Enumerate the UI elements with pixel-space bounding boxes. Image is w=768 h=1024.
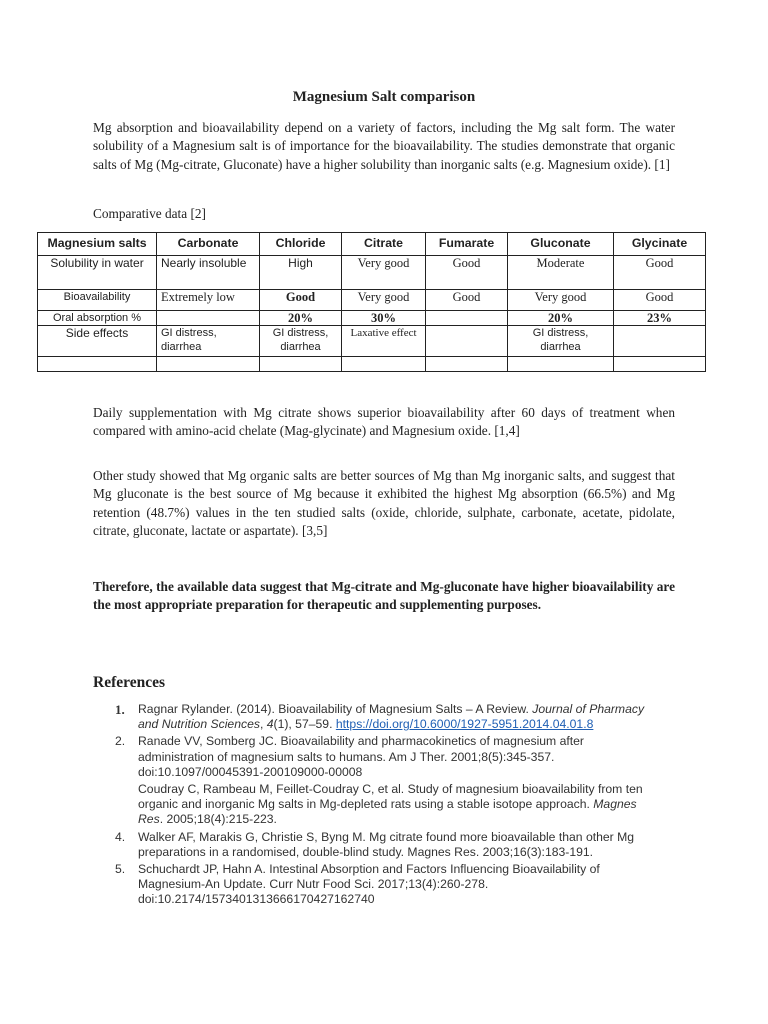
table-cell: 23%: [614, 311, 706, 326]
comparison-table: [37, 232, 706, 372]
reference-number: 4.: [115, 829, 126, 844]
table-cell: GI distress, diarrhea: [157, 326, 260, 357]
table-cell: [426, 357, 508, 372]
reference-item: [93, 734, 653, 780]
table-cell: 20%: [260, 311, 342, 326]
table-cell: Good: [614, 256, 706, 290]
table-cell: [342, 357, 426, 372]
table-header-cell: Fumarate: [426, 233, 508, 256]
intro-paragraph: Mg absorption and bioavailability depend on a variety of factors, including the Mg salt form. The water solubility of a Magnesium salt is of importance for the bioavailability. The studies demonstrate that organic salts of Mg (Mg-citrate, Gluconate) have a higher solubility than inorganic salts (e.g. Magnesium oxide). [1]: [93, 120, 675, 172]
table-cell: [260, 357, 342, 372]
reference-authors: Ragnar Rylander. (2014). Bioavailability of Magnesium Salts – A Review.: [138, 702, 529, 716]
comparative-data-label: Comparative data [2]: [93, 206, 206, 221]
table-cell: Very good: [508, 290, 614, 311]
table-cell: 30%: [342, 311, 426, 326]
document-title: Magnesium Salt comparison: [292, 89, 476, 105]
table-cell: Very good: [342, 256, 426, 290]
references-heading: References: [93, 674, 166, 691]
reference-item: [93, 782, 653, 828]
table-header-cell: Carbonate: [157, 233, 260, 256]
table-cell: Solubility in water: [38, 256, 157, 290]
reference-separator: ,: [259, 717, 267, 732]
table-cell: Good: [260, 290, 342, 311]
reference-volume: 4: [266, 717, 274, 732]
table-cell: GI distress, diarrhea: [508, 326, 614, 357]
table-cell: [426, 326, 508, 357]
references-list: [93, 702, 653, 910]
table-cell: [426, 311, 508, 326]
table-row: [38, 311, 706, 326]
reference-journal: Journal of Pharmacy and Nutrition Sciences: [138, 702, 645, 732]
table-cell: [614, 326, 706, 357]
table-header-cell: Gluconate: [508, 233, 614, 256]
table-cell: Laxative effect: [342, 326, 426, 357]
reference-number: 5.: [115, 862, 126, 877]
table-cell: Good: [426, 290, 508, 311]
reference-journal: Magnes Res: [138, 797, 637, 827]
reference-text: Ranade VV, Somberg JC. Bioavailability and pharmacokinetics of magnesium after administration of magnesium salts to humans. Am J Ther. 2001;8(5):345-357. doi:10.1097/00045391-200109000-00008: [138, 734, 584, 779]
reference-number: 2.: [115, 734, 126, 749]
reference-item: [93, 702, 653, 732]
organic-salts-paragraph: Other study showed that Mg organic salts are better sources of Mg than Mg inorganic salts, and suggest that Mg gluconate is the best source of Mg because it exhibited the highest Mg absorption (66.5%) and Mg retention (48.7%) values in the ten studied salts (oxide, chloride, sulphate, carbonate, acetate, pidolate, citrate, gluconate, lactate or aspartate). [3,5]: [93, 468, 675, 538]
table-cell: [508, 357, 614, 372]
reference-number: 1.: [115, 702, 125, 717]
table-row: [38, 326, 706, 357]
table-cell: [157, 311, 260, 326]
table-cell: Good: [614, 290, 706, 311]
table-cell: Bioavailability: [38, 290, 157, 311]
table-header-cell: Citrate: [342, 233, 426, 256]
table-cell: 20%: [508, 311, 614, 326]
table-row: [38, 290, 706, 311]
reference-doi-link[interactable]: https://doi.org/10.6000/1927-5951.2014.04.01.8: [335, 717, 594, 732]
reference-text: Walker AF, Marakis G, Christie S, Byng M. Mg citrate found more bioavailable than other Mg preparations in a randomised, double-blind study. Magnes Res. 2003;16(3):183-191.: [138, 829, 635, 859]
citrate-paragraph: Daily supplementation with Mg citrate shows superior bioavailability after 60 days of treatment when compared with amino-acid chelate (Mag-glycinate) and Magnesium oxide. [1,4]: [93, 405, 675, 439]
table-cell: Nearly insoluble: [157, 256, 260, 290]
reference-text: Schuchardt JP, Hahn A. Intestinal Absorption and Factors Influencing Bioavailability of Magnesium-An Update. Curr Nutr Food Sci. 2017;13(4):260-278. doi:10.2174/1573401313666170427162740: [138, 862, 600, 907]
reference-text: Coudray C, Rambeau M, Feillet-Coudray C, et al. Study of magnesium bioavailability from ten organic and inorganic Mg salts in Mg-depleted rats using a stable isotope approach.: [138, 782, 643, 812]
table-cell: Extremely low: [157, 290, 260, 311]
table-cell: Very good: [342, 290, 426, 311]
conclusion-paragraph: Therefore, the available data suggest that Mg-citrate and Mg-gluconate have higher bioavailability are the most appropriate preparation for therapeutic and supplementing purposes.: [93, 579, 675, 613]
table-row: [38, 357, 706, 372]
table-cell: Moderate: [508, 256, 614, 290]
table-header-cell: Chloride: [260, 233, 342, 256]
table-cell: Oral absorption %: [38, 311, 157, 326]
table-row: [38, 256, 706, 290]
table-cell: Side effects: [38, 326, 157, 357]
reference-item: [93, 862, 653, 908]
table-cell: Good: [426, 256, 508, 290]
table-header-cell: Glycinate: [614, 233, 706, 256]
reference-item: [93, 830, 653, 860]
reference-issue-pages: (1), 57–59.: [273, 717, 333, 732]
table-header-cell: Magnesium salts: [38, 233, 157, 256]
table-cell: High: [260, 256, 342, 290]
table-header-row: [38, 233, 706, 256]
table-cell: GI distress, diarrhea: [260, 326, 342, 357]
reference-tail: . 2005;18(4):215-223.: [159, 812, 277, 827]
table-cell: [157, 357, 260, 372]
table-cell: [614, 357, 706, 372]
table-cell: [38, 357, 157, 372]
